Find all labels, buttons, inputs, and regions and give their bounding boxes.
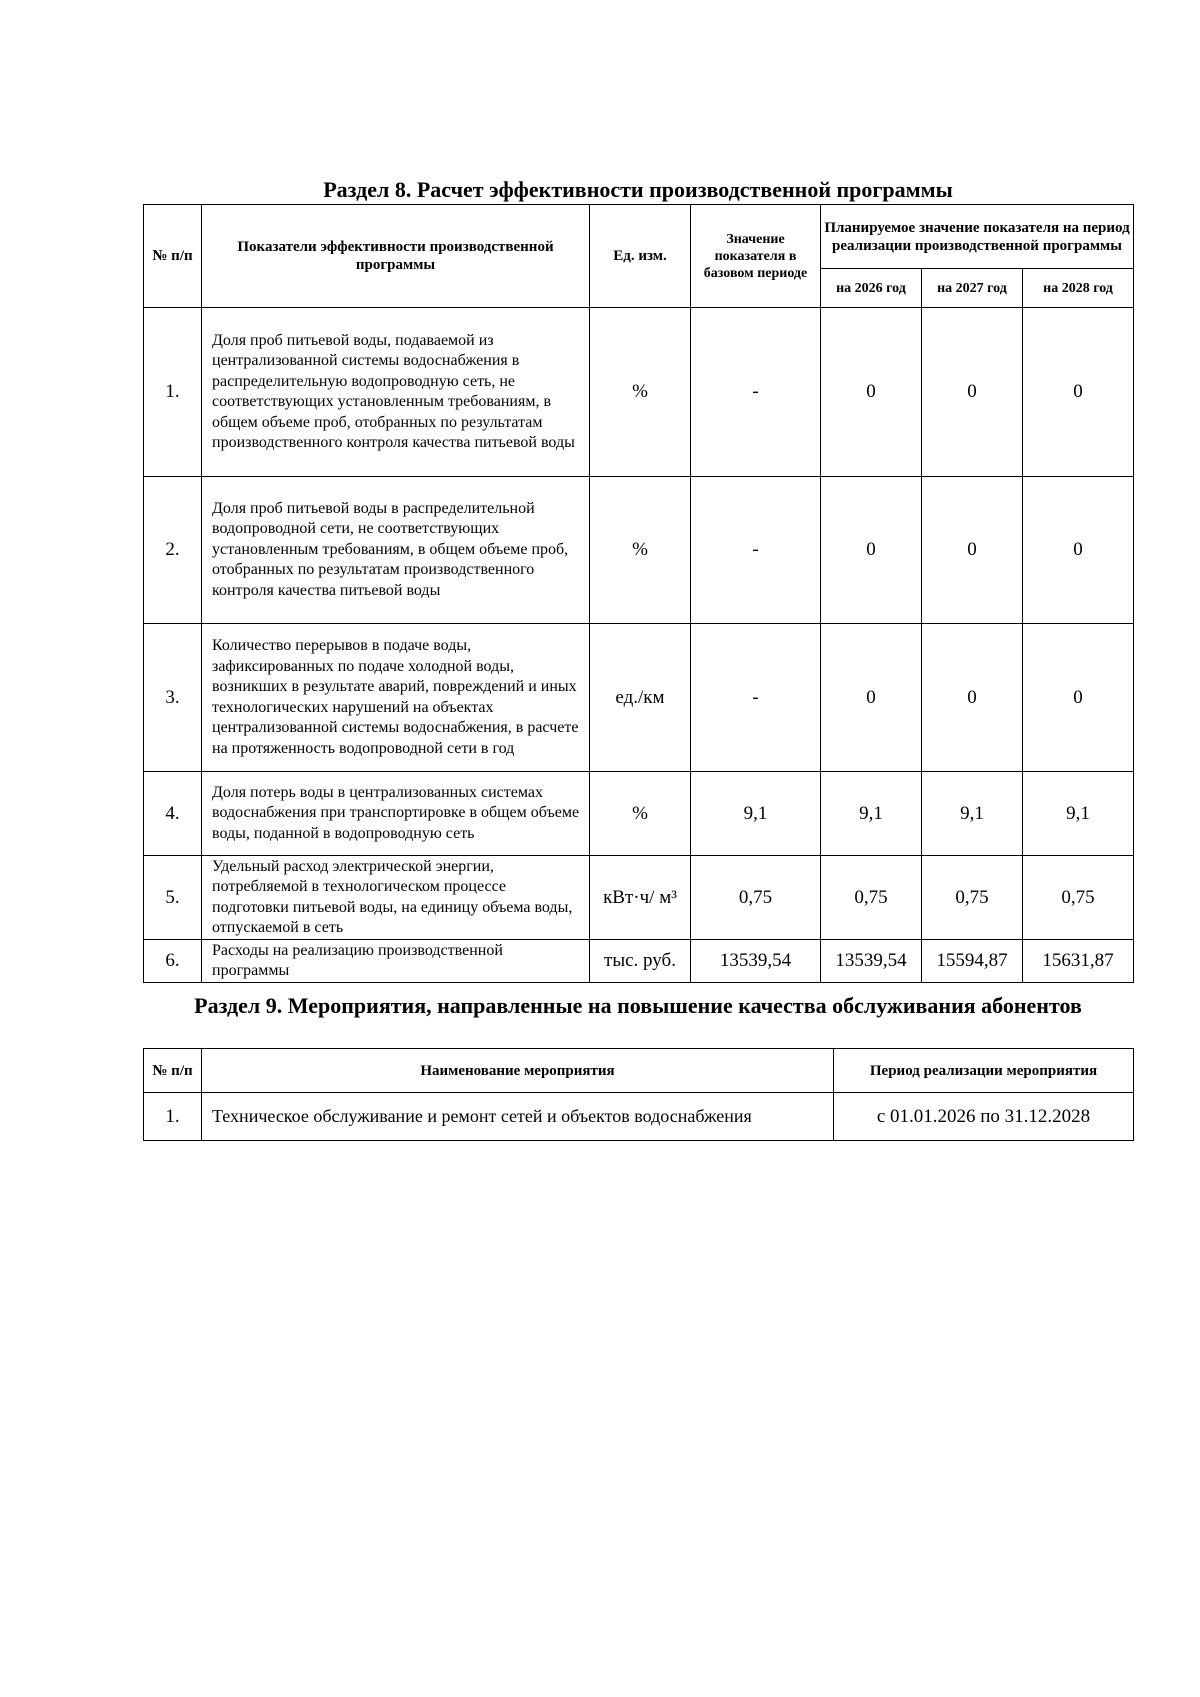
- table-row: [144, 856, 1134, 940]
- row-indicator: Доля проб питьевой воды в распределительной водопроводной сети, не соответствующих установленным требованиям, в общем объеме проб, отобранных по результатам производственного контроля качества питьевой воды: [202, 477, 590, 624]
- row-unit: ед./км: [590, 624, 691, 772]
- row-value-2026: 0: [821, 624, 922, 772]
- row-value-2027: 0,75: [922, 856, 1023, 940]
- row-indicator: Доля проб питьевой воды, подаваемой из централизованной системы водоснабжения в распределительную водопроводную сеть, не соответствующих установленным требованиям, в общем объеме проб, отобранных по результатам производственного контроля качества питьевой воды: [202, 308, 590, 477]
- row-num: 1.: [144, 308, 202, 477]
- header-year-2028: на 2028 год: [1023, 269, 1134, 308]
- table-header-row: [144, 205, 1134, 269]
- row-base-value: 9,1: [691, 772, 821, 856]
- row-measure-name: Техническое обслуживание и ремонт сетей и объектов водоснабжения: [202, 1093, 834, 1141]
- row-unit: тыс. руб.: [590, 940, 691, 983]
- row-unit: %: [590, 308, 691, 477]
- efficiency-table: [143, 204, 1134, 983]
- row-base-value: -: [691, 477, 821, 624]
- row-value-2028: 9,1: [1023, 772, 1134, 856]
- header-year-2026: на 2026 год: [821, 269, 922, 308]
- row-value-2028: 15631,87: [1023, 940, 1134, 983]
- table-row: [144, 477, 1134, 624]
- header-measure-name: Наименование мероприятия: [202, 1049, 834, 1093]
- row-value-2027: 0: [922, 624, 1023, 772]
- row-value-2028: 0: [1023, 308, 1134, 477]
- header-base-value: Значение показателя в базовом периоде: [691, 205, 821, 308]
- row-value-2026: 9,1: [821, 772, 922, 856]
- table-row: [144, 624, 1134, 772]
- row-value-2027: 0: [922, 477, 1023, 624]
- row-value-2028: 0: [1023, 624, 1134, 772]
- row-num: 6.: [144, 940, 202, 983]
- row-indicator: Количество перерывов в подаче воды, зафиксированных по подаче холодной воды, возникших в результате аварий, повреждений и иных технологических нарушений на объектах централизованной системы водоснабжения, в расчете на протяженность водопроводной сети в год: [202, 624, 590, 772]
- row-indicator: Доля потерь воды в централизованных системах водоснабжения при транспортировке в общем объеме воды, поданной в водопроводную сеть: [202, 772, 590, 856]
- measures-table: [143, 1048, 1134, 1141]
- row-unit: %: [590, 772, 691, 856]
- header-year-2027: на 2027 год: [922, 269, 1023, 308]
- row-value-2027: 9,1: [922, 772, 1023, 856]
- row-period: с 01.01.2026 по 31.12.2028: [834, 1093, 1134, 1141]
- header-period: Период реализации мероприятия: [834, 1049, 1134, 1093]
- row-value-2026: 0: [821, 308, 922, 477]
- row-num: 3.: [144, 624, 202, 772]
- header-indicator: Показатели эффективности производственной программы: [202, 205, 590, 308]
- row-value-2027: 15594,87: [922, 940, 1023, 983]
- row-base-value: -: [691, 624, 821, 772]
- row-unit: кВт·ч/ м³: [590, 856, 691, 940]
- row-num: 1.: [144, 1093, 202, 1141]
- header-num: № п/п: [144, 1049, 202, 1093]
- row-base-value: 13539,54: [691, 940, 821, 983]
- row-indicator: Удельный расход электрической энергии, потребляемой в технологическом процессе подготовки питьевой воды, на единицу объема воды, отпускаемой в сеть: [202, 856, 590, 940]
- row-value-2027: 0: [922, 308, 1023, 477]
- row-num: 4.: [144, 772, 202, 856]
- row-value-2026: 0,75: [821, 856, 922, 940]
- header-planned-value: Планируемое значение показателя на период реализации производственной программы: [821, 205, 1134, 269]
- table-header-row: [144, 1049, 1134, 1093]
- row-value-2026: 0: [821, 477, 922, 624]
- section-9-title: Раздел 9. Мероприятия, направленные на повышение качества обслуживания абонентов: [194, 993, 1082, 1018]
- row-unit: %: [590, 477, 691, 624]
- header-num: № п/п: [144, 205, 202, 308]
- table-row: [144, 308, 1134, 477]
- section-8-title: Раздел 8. Расчет эффективности производственной программы: [323, 177, 953, 202]
- row-value-2028: 0,75: [1023, 856, 1134, 940]
- header-unit: Ед. изм.: [590, 205, 691, 308]
- row-base-value: -: [691, 308, 821, 477]
- row-value-2026: 13539,54: [821, 940, 922, 983]
- row-num: 5.: [144, 856, 202, 940]
- table-row: [144, 940, 1134, 983]
- row-value-2028: 0: [1023, 477, 1134, 624]
- table-row: [144, 772, 1134, 856]
- table-row: [144, 1093, 1134, 1141]
- row-base-value: 0,75: [691, 856, 821, 940]
- row-num: 2.: [144, 477, 202, 624]
- row-indicator: Расходы на реализацию производственной программы: [202, 940, 590, 983]
